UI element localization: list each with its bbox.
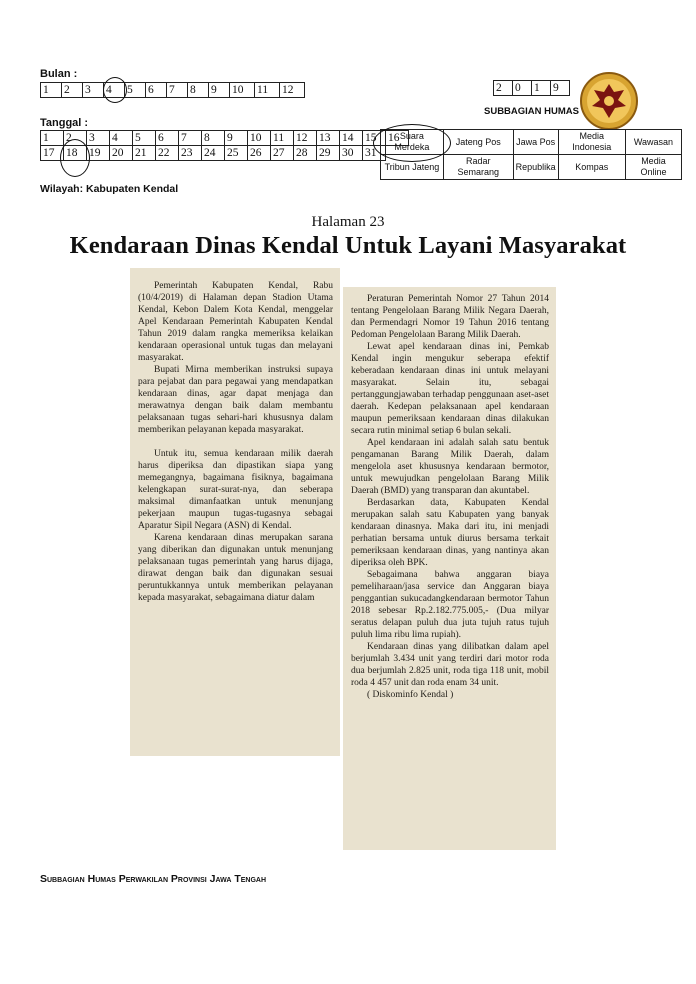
- year-digit-cell: 1: [532, 81, 551, 96]
- tanggal-cell: 3: [87, 131, 110, 146]
- tanggal-cell: 22: [156, 146, 179, 161]
- tanggal-cell: 31: [363, 146, 386, 161]
- media-cell: Suara Merdeka: [381, 130, 444, 155]
- article-clip-right: [343, 287, 556, 850]
- tanggal-cell: 23: [179, 146, 202, 161]
- tanggal-cell: 16: [386, 131, 409, 146]
- article-paragraph: Sebagaimana bahwa anggaran biaya pemeliharaan/jasa service dan Anggaran biaya penggantian sukucadangkendaraan bermotor Tahun 2018 sebesar Rp.2.182.775.005,- (Dua milyar seratus delapan puluh dua juta tujuh ratus tujuh puluh lima ribu lima rupiah).: [351, 570, 549, 640]
- article-paragraph: Pemerintah Kabupaten Kendal, Rabu (10/4/2019) di Halaman depan Stadion Utama Kendal, Kebon Dalem Kota Kendal, menggelar Apel Kendaraan Pemerintah Kabupaten Kendal Tahun 2019 dalam rangka memeriksa kelaikan kendaraan operasional untuk tugas dan melayani masyarakat.: [138, 281, 333, 363]
- footer-label: Subbagian Humas Perwakilan Provinsi Jawa Tengah: [40, 873, 267, 885]
- year-grid: [493, 80, 570, 96]
- tanggal-cell: 19: [87, 146, 110, 161]
- tanggal-cell: 15: [363, 131, 386, 146]
- bulan-cell: 3: [83, 83, 104, 98]
- tanggal-cell: 28: [294, 146, 317, 161]
- article-clip-left: [130, 268, 340, 756]
- tanggal-cell: 20: [110, 146, 133, 161]
- media-cell: Jateng Pos: [443, 130, 513, 155]
- bulan-cell: 2: [62, 83, 83, 98]
- tanggal-cell: 5: [133, 131, 156, 146]
- bulan-cell: 10: [230, 83, 255, 98]
- article-column-1: [138, 280, 333, 604]
- article-title: Kendaraan Dinas Kendal Untuk Layani Masyarakat: [69, 232, 627, 259]
- tanggal-cell: 24: [202, 146, 225, 161]
- tanggal-cell: 13: [317, 131, 340, 146]
- article-paragraph: Peraturan Pemerintah Nomor 27 Tahun 2014 tentang Pengelolaan Barang Milik Negara Daerah, dan Permendagri Nomor 19 Tahun 2016 tentang Pedoman Pengelolaan Barang Milik Daerah.: [351, 294, 549, 340]
- bulan-cell: 5: [125, 83, 146, 98]
- bulan-cell: 6: [146, 83, 167, 98]
- tanggal-cell: 26: [248, 146, 271, 161]
- article-paragraph: Karena kendaraan dinas merupakan sarana yang diberikan dan digunakan untuk menunjang pelaksanaan tugas pemerintah yang harus dijaga, dirawat dengan baik dan digunakan sesuai peruntukkannya untuk memberikan pelayanan kepada masyarakat, sebagaimana diatur dalam: [138, 533, 333, 603]
- article-column-2: [351, 293, 549, 701]
- media-cell: Kompas: [558, 155, 625, 180]
- garuda-emblem-icon: [578, 70, 640, 132]
- bulan-cell: 11: [255, 83, 280, 98]
- tanggal-cell: 10: [248, 131, 271, 146]
- tanggal-label: Tanggal :: [40, 117, 89, 129]
- article-paragraph: Untuk itu, semua kendaraan milik daerah harus diperiksa dan dipastikan siapa yang memegangnya, bagaimana fisiknya, bagaimana kelengkapan surat-surat-nya, dan seberapa maksimal dimanfaatkan untuk menunjang pekerjaan maupun tugas-tugasnya sebagai Aparatur Sipil Negara (ASN) di Kendal.: [138, 449, 333, 531]
- bulan-cell: 8: [188, 83, 209, 98]
- page-number: Halaman 23: [311, 214, 385, 230]
- media-cell: Republika: [513, 155, 558, 180]
- article-paragraph: Lewat apel kendaraan dinas ini, Pemkab Kendal ingin mengukur seberapa efektif keberadaan kendaraan dinas ini untuk melayani masyarakat. Selain itu, sebagai pertanggungjawaban terhadap penggunaan aset-aset daerah. Kedepan pelaksanaan apel kendaraan maupun pemeriksaan kendaraan dinas dilakukan secara rutin minimal setiap 6 bulan sekali.: [351, 342, 549, 436]
- year-digit-cell: 2: [494, 81, 513, 96]
- bulan-cell: 9: [209, 83, 230, 98]
- department-label: SUBBAGIAN HUMAS: [484, 106, 579, 117]
- tanggal-cell: 18: [64, 146, 87, 161]
- tanggal-cell: 21: [133, 146, 156, 161]
- tanggal-cell: 27: [271, 146, 294, 161]
- bulan-cell: 7: [167, 83, 188, 98]
- media-cell: Radar Semarang: [443, 155, 513, 180]
- bulan-cell: 12: [280, 83, 305, 98]
- tanggal-cell: 2: [64, 131, 87, 146]
- tanggal-cell: 11: [271, 131, 294, 146]
- tanggal-cell: 29: [317, 146, 340, 161]
- tanggal-cell: 30: [340, 146, 363, 161]
- tanggal-cell: 9: [225, 131, 248, 146]
- tanggal-cell: 7: [179, 131, 202, 146]
- tanggal-grid: [40, 130, 409, 161]
- tanggal-cell: 14: [340, 131, 363, 146]
- tanggal-cell: 8: [202, 131, 225, 146]
- tanggal-cell: 12: [294, 131, 317, 146]
- media-selection-oval: [373, 124, 451, 162]
- article-paragraph: Apel kendaraan ini adalah salah satu bentuk pengamanan Barang Milik Daerah, dalam mengelola aset khususnya kendaraan bermotor, untuk mewujudkan pengelolaan Barang Milik Daerah (BMD) yang transparan dan akuntabel.: [351, 438, 549, 496]
- tanggal-cell: 4: [110, 131, 133, 146]
- article-paragraph: Berdasarkan data, Kabupaten Kendal merupakan salah satu Kabupaten yang banyak kendaraan dinasnya. Maka dari itu, ini menjadi perhatian bersama untuk diurus bersama terkait pemeriksaan kendaraan dinas, yang nantinya akan diperiksa oleh BPK.: [351, 498, 549, 568]
- media-cell: Media Online: [625, 155, 681, 180]
- bulan-grid: [40, 82, 305, 98]
- bulan-label: Bulan :: [40, 68, 78, 80]
- bulan-cell: 1: [41, 83, 62, 98]
- footer-text: [40, 873, 266, 885]
- media-cell: Media Indonesia: [558, 130, 625, 155]
- media-cell: Wawasan: [625, 130, 681, 155]
- article-paragraph: Kendaraan dinas yang dilibatkan dalam apel berjumlah 3.434 unit yang terdiri dari motor roda dua berjumlah 2.825 unit, roda tiga 118 unit, mobil roda 4 457 unit dan roda enam 34 unit.: [351, 642, 549, 688]
- media-cell: Jawa Pos: [513, 130, 558, 155]
- tanggal-cell: 6: [156, 131, 179, 146]
- tanggal-cell: 1: [41, 131, 64, 146]
- article-paragraph: Bupati Mirna memberikan instruksi supaya para pejabat dan para pegawai yang mendapatkan kendaraan dinas, agar dapat menjaga dan merawatnya dengan baik dalam membantu pelaksanaan tugas sehari-hari khususnya dalam memberikan pelayanan kepada masyarakat.: [138, 365, 333, 435]
- article-paragraph: ( Diskominfo Kendal ): [367, 690, 454, 700]
- bulan-selection-circle: [103, 77, 127, 103]
- media-cell: Tribun Jateng: [381, 155, 444, 180]
- bulan-cell: 4: [104, 83, 125, 98]
- tanggal-cell: 17: [41, 146, 64, 161]
- year-digit-cell: 9: [551, 81, 570, 96]
- tanggal-cell: 25: [225, 146, 248, 161]
- tanggal-selection-circle: [60, 139, 90, 177]
- wilayah-label: Wilayah: Kabupaten Kendal: [40, 183, 179, 195]
- year-digit-cell: 0: [513, 81, 532, 96]
